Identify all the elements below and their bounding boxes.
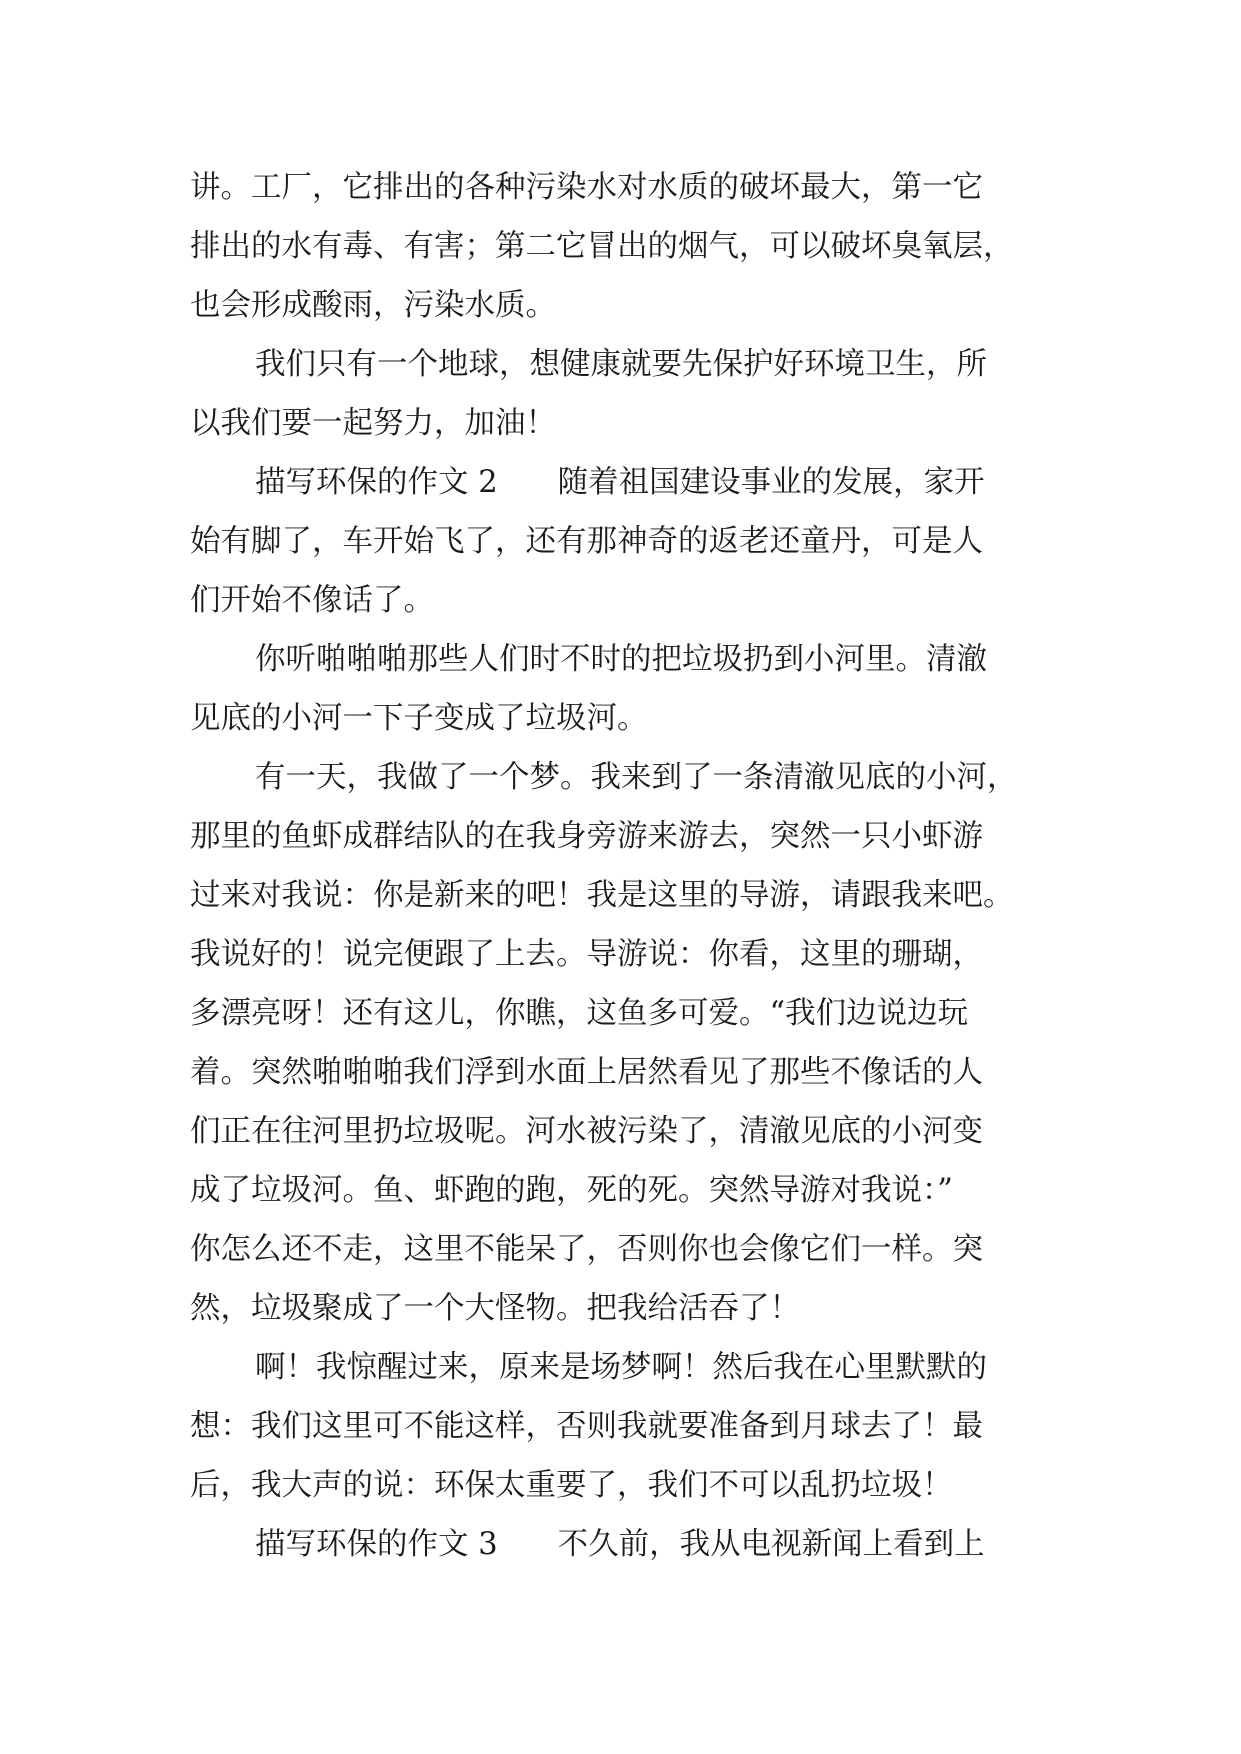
text-line: 着。突然啪啪啪我们浮到水面上居然看见了那些不像话的人 — [190, 1055, 983, 1090]
text-line: 啊！我惊醒过来，原来是场梦啊！然后我在心里默默的 — [255, 1350, 987, 1385]
text-line: 以我们要一起努力，加油！ — [190, 406, 556, 441]
text-line: 后，我大声的说：环保太重要了，我们不可以乱扔垃圾！ — [190, 1468, 953, 1503]
text-line: 见底的小河一下子变成了垃圾河。 — [190, 701, 648, 736]
essay-body — [190, 158, 1050, 1574]
text-line: 我们只有一个地球，想健康就要先保护好环境卫生，所 — [255, 347, 987, 382]
text-line: 你听啪啪啪那些人们时不时的把垃圾扔到小河里。清澈 — [255, 642, 987, 677]
text-line: 然，垃圾聚成了一个大怪物。把我给活吞了！ — [190, 1291, 800, 1326]
text-line: 讲。工厂，它排出的各种污染水对水质的破坏最大，第一它 — [190, 170, 983, 205]
text-line: 成了垃圾河。鱼、虾跑的跑，死的死。突然导游对我说：” — [190, 1173, 953, 1208]
text-line: 始有脚了，车开始飞了，还有那神奇的返老还童丹，可是人 — [190, 524, 983, 559]
text-line: 们正在往河里扔垃圾呢。河水被污染了，清澈见底的小河变 — [190, 1114, 983, 1149]
text-line: 想：我们这里可不能这样，否则我就要准备到月球去了！最 — [190, 1409, 983, 1444]
text-line: 多漂亮呀！还有这儿，你瞧，这鱼多可爱。“我们边说边玩 — [190, 996, 969, 1031]
essay-heading-line — [190, 1515, 1050, 1574]
text-line: 那里的鱼虾成群结队的在我身旁游来游去，突然一只小虾游 — [190, 819, 983, 854]
essay-heading-line — [190, 453, 1050, 512]
text-line: 不久前，我从电视新闻上看到上 — [557, 1527, 985, 1562]
text-line: 我说好的！说完便跟了上去。导游说：你看，这里的珊瑚， — [190, 937, 983, 972]
essay-heading: 描写环保的作文 2 — [255, 465, 498, 500]
text-line: 也会形成酸雨，污染水质。 — [190, 288, 556, 323]
essay-heading: 描写环保的作文 3 — [255, 1527, 498, 1562]
text-line: 你怎么还不走，这里不能呆了，否则你也会像它们一样。突 — [190, 1232, 983, 1267]
text-line: 排出的水有毒、有害；第二它冒出的烟气，可以破坏臭氧层， — [190, 229, 1014, 264]
text-line: 过来对我说：你是新来的吧！我是这里的导游，请跟我来吧。 — [190, 878, 1014, 913]
text-line: 们开始不像话了。 — [190, 583, 434, 618]
text-line: 随着祖国建设事业的发展，家开 — [557, 465, 985, 500]
text-line: 有一天，我做了一个梦。我来到了一条清澈见底的小河， — [255, 760, 1018, 795]
